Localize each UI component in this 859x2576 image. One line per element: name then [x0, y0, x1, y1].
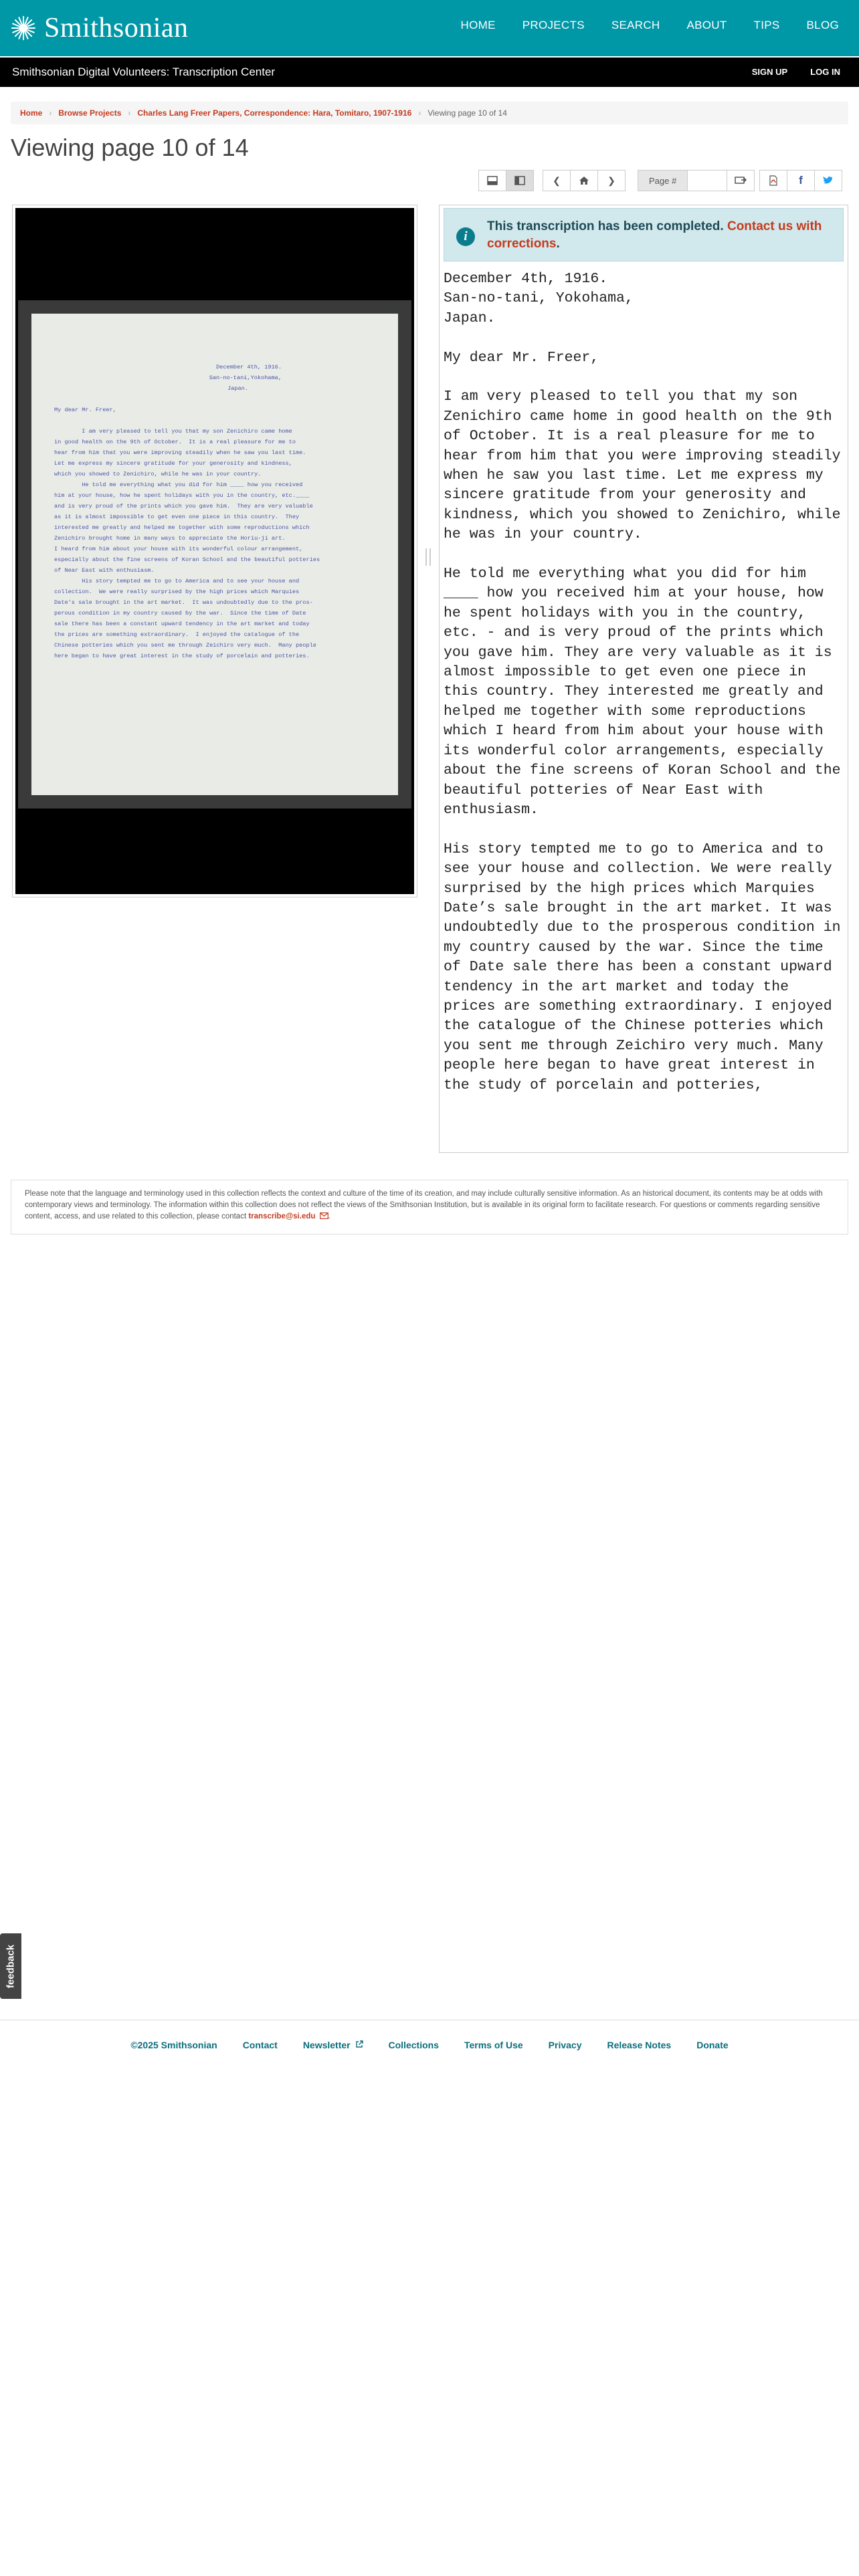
transcription-panel[interactable]: [439, 205, 848, 1153]
letter-line: Chinese potteries which you sent me through Zeichiro very much. Many people: [54, 642, 316, 649]
facebook-share-button[interactable]: [787, 170, 815, 191]
download-pdf-button[interactable]: [759, 170, 787, 191]
letter-line: I am very pleased to tell you that my son Zenichiro came home: [54, 428, 292, 435]
brand-name: Smithsonian: [44, 13, 189, 43]
letter-line: which you showed to Zenichiro, while he was in your country.: [54, 471, 262, 477]
breadcrumb-separator: ›: [49, 108, 52, 118]
letter-line: Let me express my sincere gratitude for your generosity and kindness,: [54, 460, 292, 467]
letter-line: especially about the fine screens of Koran School and the beautiful potteries: [54, 556, 320, 563]
letter-line: perous condition in my country caused by the war. Since the time of Date: [54, 610, 306, 617]
smithsonian-logo[interactable]: [11, 13, 189, 43]
letter-scan: [18, 300, 411, 809]
nav-home[interactable]: HOME: [460, 19, 496, 31]
info-icon: i: [456, 227, 475, 246]
letter-dateline-date: December 4th, 1916.: [216, 364, 282, 370]
layout-horizontal-icon: [487, 176, 498, 185]
letter-line: He told me everything what you did for him ____ how you received: [54, 481, 303, 488]
transcription-paragraph: His story tempted me to go to America and to see your house and collection. We were really surprised by the high prices which Marquies Date’s sale brought in the art market. It was undoubtedly due to the prosperous condition in my country caused by the war. Since the time of Date sale there has been a constant upward tendency in the art market and today the prices are something extraordinary. I enjoyed the catalogue of the Chinese potteries which you sent me through Zeichiro very much. Many people here began to have great interest in the study of porcelain and potteries,: [444, 841, 850, 1093]
letter-line: the prices are something extraordinary. I enjoyed the catalogue of the: [54, 631, 300, 638]
letter-line: Zenichiro brought home in many ways to appreciate the Horiu-ji art.: [54, 535, 286, 542]
letter-line: interested me greatly and helped me together with some reproductions which: [54, 524, 310, 531]
panel-resize-handle[interactable]: [425, 548, 431, 566]
chevron-left-icon: ❮: [553, 175, 561, 186]
twitter-icon: [823, 176, 834, 185]
contact-corrections-link[interactable]: Contact us with corrections: [487, 219, 822, 251]
twitter-share-button[interactable]: [814, 170, 842, 191]
letter-page: [31, 314, 398, 795]
go-icon: [735, 176, 747, 185]
letter-line: him at your house, how he spent holidays with you in the country, etc.____: [54, 492, 310, 499]
footer-privacy[interactable]: Privacy: [548, 2040, 582, 2050]
external-link-icon: [355, 2040, 363, 2048]
footer-newsletter[interactable]: Newsletter: [302, 2040, 351, 2050]
previous-page-button[interactable]: [543, 170, 571, 191]
transcription-paragraph: He told me everything what you did for him ____ how you received him at your house, how he spent holidays with you in the country, etc. - and is very proud of the prints which you gave him. They are very valuable as it is almost impossible to get even one piece in this country. They interested me greatly and helped me together with some reproductions which I heard from him about your house with its wonderful color arrangements, especially about the fine screens of Koran School and the beautiful potteries of Near East with enthusiasm.: [444, 566, 850, 818]
letter-line: in good health on the 9th of October. It is a real pleasure for me to: [54, 439, 296, 445]
image-canvas: [15, 208, 414, 894]
footer-donate[interactable]: Donate: [696, 2040, 729, 2050]
top-header: [0, 0, 859, 56]
project-home-button[interactable]: [570, 170, 598, 191]
breadcrumb-separator: ›: [128, 108, 131, 118]
letter-line: I heard from him about your house with its wonderful colour arrangement,: [54, 546, 303, 552]
nav-tips[interactable]: TIPS: [753, 19, 780, 31]
breadcrumb-projects[interactable]: Browse Projects: [58, 108, 122, 118]
nav-about[interactable]: ABOUT: [686, 19, 727, 31]
page-title: Viewing page 10 of 14: [11, 134, 249, 161]
alert-text: This transcription has been completed.: [487, 219, 724, 233]
go-to-page-button[interactable]: [727, 170, 755, 191]
letter-line: His story tempted me to go to America and to see your house and: [54, 578, 300, 584]
log-in-link[interactable]: LOG IN: [810, 67, 840, 77]
main-nav: [461, 19, 839, 32]
sensitive-content-notice: [11, 1180, 848, 1235]
nav-projects[interactable]: PROJECTS: [522, 19, 585, 31]
footer-collections[interactable]: Collections: [388, 2040, 439, 2050]
page-jump-group: [638, 170, 755, 191]
breadcrumb-separator: ›: [418, 108, 421, 118]
letter-line: sale there has been a constant upward tendency in the art market and today: [54, 621, 310, 627]
auth-links: [752, 67, 840, 77]
page-jump: [638, 170, 727, 191]
page-nav-group: [543, 170, 626, 191]
layout-vertical-icon: [514, 176, 525, 185]
nav-search[interactable]: SEARCH: [611, 19, 660, 31]
chevron-right-icon: ❯: [607, 175, 615, 186]
envelope-icon: [320, 1212, 328, 1219]
layout-vertical-button[interactable]: [506, 170, 534, 191]
notice-end: .: [328, 1212, 330, 1220]
footer-newsletter-wrap: [303, 2040, 363, 2050]
feedback-tab[interactable]: feedback: [0, 1933, 21, 1999]
layout-horizontal-button[interactable]: [478, 170, 506, 191]
breadcrumb-home[interactable]: Home: [20, 108, 43, 118]
letter-line: Date's sale brought in the art market. It was undoubtedly due to the pros-: [54, 599, 313, 606]
letter-dateline-country: Japan.: [227, 385, 248, 392]
letter-line: collection. We were really surprised by the high prices which Marquies: [54, 588, 300, 595]
letter-line: here began to have great interest in the study of porcelain and potteries.: [54, 653, 310, 659]
footer-copyright[interactable]: ©2025 Smithsonian: [130, 2040, 217, 2050]
letter-line: hear from him that you were improving steadily when he saw you last time.: [54, 449, 306, 456]
footer-release-notes[interactable]: Release Notes: [607, 2040, 672, 2050]
sub-header: [0, 58, 859, 87]
letter-line: as it is almost impossible to get even one piece in this country. They: [54, 514, 300, 520]
next-page-button[interactable]: [597, 170, 626, 191]
breadcrumb: [11, 102, 848, 124]
completed-alert: [444, 208, 844, 261]
alert-period: .: [556, 237, 560, 251]
transcription-paragraph: My dear Mr. Freer,: [444, 349, 599, 366]
share-group: [760, 170, 842, 191]
footer-contact[interactable]: Contact: [242, 2040, 278, 2050]
transcription-paragraph: I am very pleased to tell you that my son Zenichiro came home in good health on the 9th of October. It is a real pleasure for me to hear from him that you were improving steadily when he saw you last time. Let me express my sincere gratitude from your generosity and kindness, which you showed to Zenichiro, while he was in your country.: [444, 389, 850, 543]
letter-dateline-place: San-no-tani,Yokohama,: [209, 374, 282, 381]
transcription-text: [444, 270, 850, 1115]
sign-up-link[interactable]: SIGN UP: [751, 67, 788, 77]
breadcrumb-collection[interactable]: Charles Lang Freer Papers, Correspondence: Hara, Tomitaro, 1907-1916: [137, 108, 412, 118]
letter-line: of Near East with enthusiasm.: [54, 567, 155, 574]
site-subtitle: Smithsonian Digital Volunteers: Transcription Center: [12, 66, 276, 78]
letter-line: and is very proud of the prints which you gave him. They are very valuable: [54, 503, 313, 510]
letter-salutation: My dear Mr. Freer,: [54, 407, 116, 413]
page-number-input[interactable]: [687, 170, 727, 191]
nav-blog[interactable]: BLOG: [806, 19, 839, 31]
page-number-label: Page #: [638, 170, 688, 191]
facebook-icon: f: [799, 174, 803, 187]
breadcrumb-current: Viewing page 10 of 14: [427, 108, 507, 118]
sunburst-icon: [11, 15, 36, 41]
document-image-viewer[interactable]: [12, 205, 417, 897]
alert-message: [487, 218, 835, 253]
layout-toggle-group: [479, 170, 534, 191]
home-icon: [579, 176, 589, 185]
transcription-paragraph: December 4th, 1916. San-no-tani, Yokohama, Japan.: [444, 271, 634, 326]
contact-email-link[interactable]: transcribe@si.edu: [248, 1212, 316, 1220]
footer-links: [0, 2040, 859, 2050]
notice-text: Please note that the language and terminology used in this collection reflects the context and culture of the time of its creation, and may include culturally sensitive information. As an historical document, its contents may be at odds with contemporary views and terminology. The information within this collection does not reflect the views of the Smithsonian Institution, but is available in its original form to facilitate research. For questions or comments regarding sensitive content, access, and use related to this collection, please contact: [25, 1190, 823, 1220]
pdf-icon: [769, 175, 778, 186]
footer-terms[interactable]: Terms of Use: [464, 2040, 523, 2050]
